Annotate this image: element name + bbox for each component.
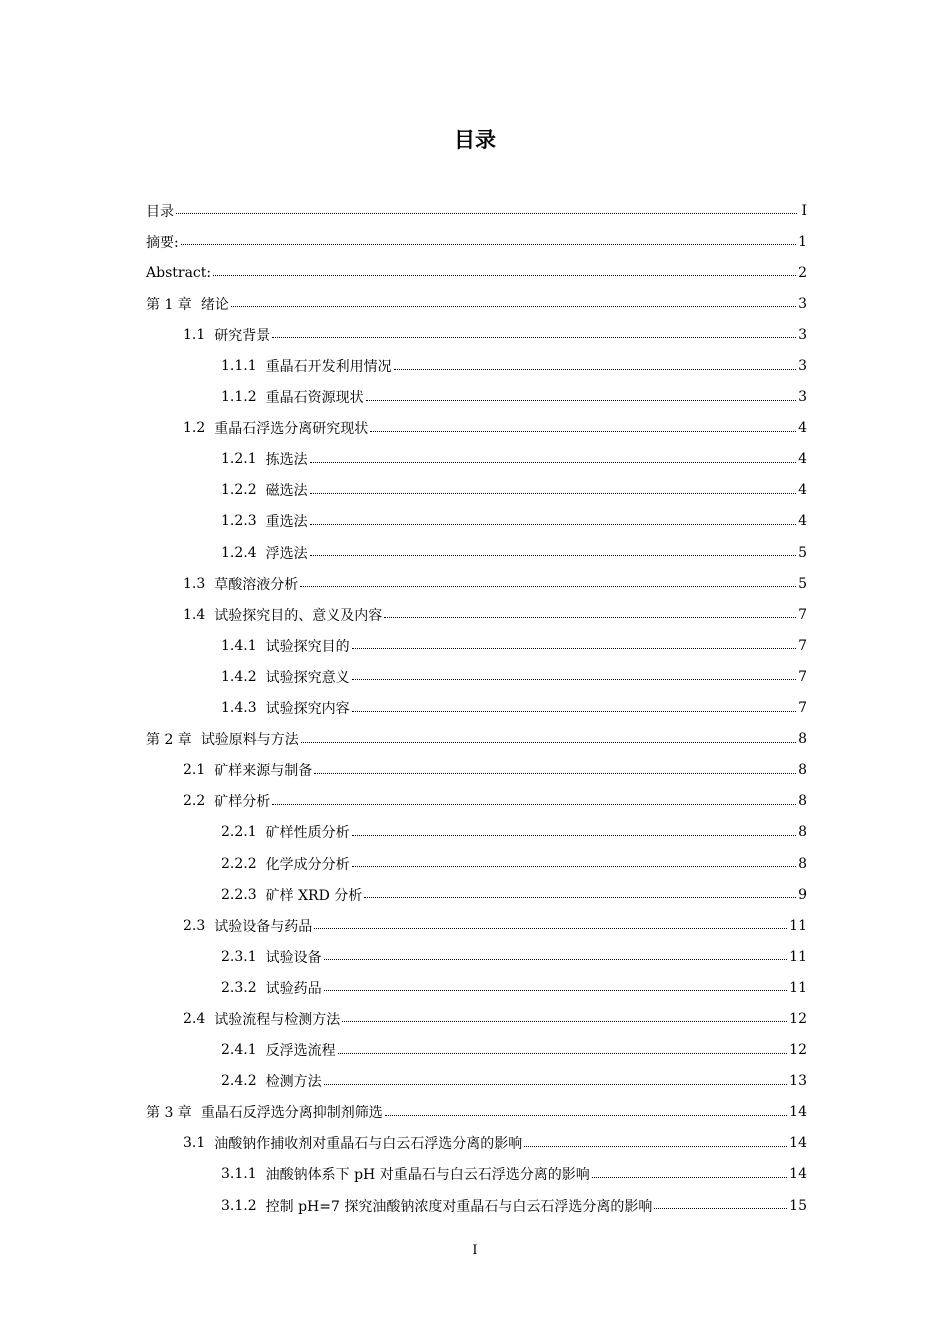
- toc-entry-title: 试验探究目的: [265, 638, 350, 655]
- toc-entry[interactable]: [146, 568, 807, 599]
- toc-entry[interactable]: [146, 413, 807, 444]
- dot-leader: [310, 543, 796, 556]
- toc-entry-page: 7: [798, 668, 807, 685]
- toc-entry-title: 重晶石资源现状: [265, 390, 364, 407]
- dot-leader: [314, 761, 796, 774]
- toc-entry-title: 油酸钠体系下 pH 对重晶石与白云石浮选分离的影响: [265, 1167, 590, 1184]
- toc-entry-page: 5: [798, 544, 807, 561]
- toc-entry-number: 1.2.3: [221, 513, 257, 530]
- dot-leader: [324, 1072, 788, 1085]
- toc-entry[interactable]: [146, 755, 807, 786]
- toc-entry-number: 2.3: [183, 917, 206, 934]
- toc-entry-page: 14: [789, 1104, 807, 1121]
- toc-entry[interactable]: [146, 319, 807, 350]
- toc-entry-number: 1.2.1: [221, 451, 257, 468]
- toc-entry-number: 3.1.1: [221, 1166, 257, 1183]
- dot-leader: [272, 325, 796, 338]
- toc-entry-title: 重晶石开发利用情况: [265, 359, 392, 376]
- toc-entry-number: 1.1.2: [221, 389, 257, 406]
- toc-entry-page: 7: [798, 637, 807, 654]
- toc-entry-number: 1.2.4: [221, 544, 257, 561]
- toc-entry-number: 1.4.2: [221, 668, 257, 685]
- toc-entry-title: 矿样 XRD 分析: [265, 887, 363, 904]
- toc-entry-title: 矿样性质分析: [265, 825, 350, 842]
- toc-entry[interactable]: [146, 786, 807, 817]
- toc-entry-title: 重选法: [265, 514, 308, 531]
- toc-entry-page: I: [801, 202, 807, 219]
- toc-entry[interactable]: [146, 1190, 807, 1221]
- toc-entry-title: 试验流程与检测方法: [214, 1011, 341, 1028]
- dot-leader: [352, 699, 796, 712]
- toc-entry-title: 摘要:: [146, 234, 179, 251]
- toc-entry-number: 1.3: [183, 575, 206, 592]
- toc-entry-page: 11: [789, 979, 807, 996]
- toc-entry-title: 试验探究意义: [265, 669, 350, 686]
- toc-entry-page: 15: [789, 1197, 807, 1214]
- toc-entry-title: 控制 pH=7 探究油酸钠浓度对重晶石与白云石浮选分离的影响: [265, 1198, 653, 1215]
- toc-entry-page: 12: [789, 1042, 807, 1059]
- toc-entry-page: 3: [798, 326, 807, 343]
- toc-entry-page: 7: [798, 700, 807, 717]
- toc-entry-page: 8: [798, 855, 807, 872]
- toc-entry-number: 3.1: [183, 1135, 206, 1152]
- dot-leader: [310, 512, 796, 525]
- dot-leader: [231, 294, 796, 307]
- toc-entry-title: 研究背景: [214, 327, 271, 344]
- toc-entry-number: 第 1 章: [146, 296, 192, 313]
- dot-leader: [352, 854, 796, 867]
- toc-entry[interactable]: [146, 288, 807, 319]
- toc-entry-title: 重晶石浮选分离研究现状: [214, 421, 369, 438]
- toc-entry-page: 9: [798, 886, 807, 903]
- toc-entry-page: 3: [798, 295, 807, 312]
- toc-entry-page: 11: [789, 917, 807, 934]
- toc-entry[interactable]: [146, 910, 807, 941]
- toc-entry[interactable]: [146, 1003, 807, 1034]
- toc-entry[interactable]: [146, 941, 807, 972]
- table-of-contents: [146, 195, 807, 1221]
- toc-entry-number: 1.1: [183, 326, 206, 343]
- toc-entry-title: 化学成分分析: [265, 856, 350, 873]
- dot-leader: [310, 450, 796, 463]
- toc-entry-page: 8: [798, 731, 807, 748]
- dot-leader: [272, 792, 796, 805]
- toc-entry[interactable]: [146, 1159, 807, 1190]
- page-title: 目录: [454, 128, 496, 152]
- toc-entry-page: 3: [798, 389, 807, 406]
- toc-entry[interactable]: [146, 257, 807, 288]
- toc-entry-page: 14: [789, 1166, 807, 1183]
- toc-entry-title: 试验设备: [265, 949, 322, 966]
- toc-entry-title: 重晶石反浮选分离抑制剂筛选: [200, 1105, 383, 1122]
- dot-leader: [366, 388, 796, 401]
- dot-leader: [176, 201, 797, 214]
- toc-entry-number: 2.2.2: [221, 855, 257, 872]
- toc-entry-number: 2.2: [183, 793, 206, 810]
- toc-entry-title: 矿样分析: [214, 794, 271, 811]
- toc-entry-page: 4: [798, 513, 807, 530]
- toc-entry-page: 7: [798, 606, 807, 623]
- toc-entry-title: 检测方法: [265, 1074, 322, 1091]
- dot-leader: [592, 1165, 787, 1178]
- toc-entry[interactable]: [146, 972, 807, 1003]
- toc-entry-number: 1.2: [183, 420, 206, 437]
- toc-entry-number: 3.1.2: [221, 1197, 257, 1214]
- toc-entry[interactable]: [146, 1128, 807, 1159]
- dot-leader: [324, 978, 788, 991]
- dot-leader: [394, 357, 796, 370]
- toc-entry[interactable]: [146, 879, 807, 910]
- toc-entry[interactable]: [146, 350, 807, 381]
- toc-entry[interactable]: [146, 444, 807, 475]
- toc-entry-number: 1.4: [183, 606, 206, 623]
- toc-entry-page: 3: [798, 358, 807, 375]
- dot-leader: [310, 481, 796, 494]
- dot-leader: [324, 947, 788, 960]
- toc-entry[interactable]: [146, 195, 807, 226]
- toc-entry-title: 反浮选流程: [265, 1043, 336, 1060]
- toc-entry-page: 2: [798, 264, 807, 281]
- dot-leader: [181, 232, 796, 245]
- dot-leader: [352, 636, 796, 649]
- toc-entry-title: 浮选法: [265, 545, 308, 562]
- toc-entry-page: 8: [798, 824, 807, 841]
- toc-entry-title: 试验探究目的、意义及内容: [214, 607, 383, 624]
- toc-entry[interactable]: [146, 506, 807, 537]
- toc-entry[interactable]: [146, 226, 807, 257]
- toc-entry-page: 11: [789, 948, 807, 965]
- toc-entry-number: 第 2 章: [146, 732, 192, 749]
- toc-entry-title: 目录: [146, 203, 174, 220]
- toc-entry[interactable]: [146, 382, 807, 413]
- toc-entry[interactable]: [146, 630, 807, 661]
- dot-leader: [314, 916, 787, 929]
- toc-entry-title: 绪论: [200, 296, 229, 313]
- toc-entry[interactable]: [146, 817, 807, 848]
- toc-entry-title: 草酸溶液分析: [214, 576, 299, 593]
- toc-entry-page: 14: [789, 1135, 807, 1152]
- toc-entry-number: 2.4: [183, 1010, 206, 1027]
- dot-leader: [524, 1134, 787, 1147]
- toc-entry[interactable]: [146, 661, 807, 692]
- footer-page-number: I: [472, 1243, 478, 1258]
- toc-entry-number: 2.2.3: [221, 886, 257, 903]
- toc-entry-number: 2.2.1: [221, 824, 257, 841]
- dot-leader: [213, 263, 796, 276]
- toc-entry-number: 2.3.1: [221, 948, 257, 965]
- toc-entry-page: 13: [789, 1073, 807, 1090]
- dot-leader: [654, 1196, 787, 1209]
- toc-entry[interactable]: [146, 1097, 807, 1128]
- toc-entry-page: 4: [798, 451, 807, 468]
- toc-entry-number: 2.1: [183, 762, 206, 779]
- toc-entry-title: 拣选法: [265, 452, 308, 469]
- toc-entry-number: 第 3 章: [146, 1105, 192, 1122]
- toc-entry-number: 2.3.2: [221, 979, 257, 996]
- dot-leader: [385, 1103, 787, 1116]
- dot-leader: [352, 823, 796, 836]
- toc-entry[interactable]: [146, 1035, 807, 1066]
- toc-entry-number: 1.4.3: [221, 700, 257, 717]
- dot-leader: [300, 574, 796, 587]
- toc-entry-title: 油酸钠作捕收剂对重晶石与白云石浮选分离的影响: [214, 1136, 523, 1153]
- dot-leader: [342, 1009, 787, 1022]
- dot-leader: [370, 419, 796, 432]
- toc-entry-title: Abstract:: [146, 264, 212, 281]
- toc-entry-page: 4: [798, 482, 807, 499]
- toc-entry-title: 试验设备与药品: [214, 918, 313, 935]
- toc-entry-page: 12: [789, 1010, 807, 1027]
- toc-entry[interactable]: [146, 1066, 807, 1097]
- toc-entry-title: 矿样来源与制备: [214, 763, 313, 780]
- toc-entry-title: 试验原料与方法: [200, 732, 299, 749]
- toc-entry-page: 1: [798, 233, 807, 250]
- toc-entry-page: 5: [798, 575, 807, 592]
- toc-entry[interactable]: [146, 693, 807, 724]
- dot-leader: [301, 730, 796, 743]
- toc-entry-page: 4: [798, 420, 807, 437]
- toc-entry-number: 2.4.2: [221, 1073, 257, 1090]
- dot-leader: [352, 667, 796, 680]
- toc-entry[interactable]: [146, 475, 807, 506]
- toc-entry-page: 8: [798, 793, 807, 810]
- toc-entry[interactable]: [146, 537, 807, 568]
- dot-leader: [384, 605, 796, 618]
- toc-entry-title: 试验探究内容: [265, 701, 350, 718]
- toc-entry[interactable]: [146, 848, 807, 879]
- dot-leader: [364, 885, 796, 898]
- toc-entry[interactable]: [146, 599, 807, 630]
- toc-entry-title: 试验药品: [265, 980, 322, 997]
- toc-entry-number: 1.4.1: [221, 637, 257, 654]
- toc-entry-number: 1.1.1: [221, 358, 257, 375]
- toc-entry-page: 8: [798, 762, 807, 779]
- toc-entry-number: 1.2.2: [221, 482, 257, 499]
- toc-entry-title: 磁选法: [265, 483, 308, 500]
- dot-leader: [338, 1041, 788, 1054]
- toc-entry[interactable]: [146, 724, 807, 755]
- toc-entry-number: 2.4.1: [221, 1042, 257, 1059]
